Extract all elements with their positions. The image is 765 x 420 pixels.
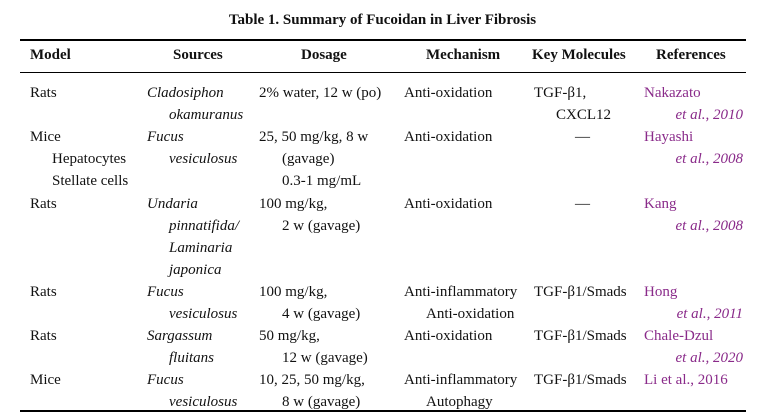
- cell-molecule: CXCL12: [556, 107, 612, 123]
- cell-model: Mice: [30, 129, 61, 145]
- cell-reference[interactable]: et al., 2011: [676, 306, 743, 322]
- header-dosage: Dosage: [301, 47, 347, 63]
- cell-molecule: TGF-β1/Smads: [534, 284, 627, 300]
- cell-reference[interactable]: et al., 2020: [675, 350, 743, 366]
- cell-source: Undaria: [147, 196, 198, 212]
- cell-source: Fucus: [147, 372, 184, 388]
- cell-model: Rats: [30, 196, 57, 212]
- cell-source: Cladosiphon: [147, 85, 224, 101]
- cell-source: vesiculosus: [169, 151, 238, 167]
- bottom-rule: [20, 410, 746, 412]
- cell-dosage: 0.3-1 mg/mL: [282, 173, 362, 189]
- cell-source: Laminaria: [169, 240, 233, 256]
- cell-dosage: 2% water, 12 w (po): [259, 85, 382, 101]
- cell-source: pinnatifida/: [169, 218, 240, 234]
- cell-mechanism: Anti-inflammatory: [404, 372, 518, 388]
- cell-source: vesiculosus: [169, 306, 238, 322]
- cell-mechanism: Anti-oxidation: [426, 306, 515, 322]
- cell-reference[interactable]: Hong: [644, 284, 678, 300]
- cell-dosage: 12 w (gavage): [282, 350, 368, 366]
- cell-dosage: 100 mg/kg,: [259, 284, 328, 300]
- cell-model: Stellate cells: [52, 173, 129, 189]
- cell-reference[interactable]: Chale-Dzul: [644, 328, 714, 344]
- cell-dosage: 10, 25, 50 mg/kg,: [259, 372, 365, 388]
- cell-dosage: 4 w (gavage): [282, 306, 361, 322]
- cell-model: Mice: [30, 372, 61, 388]
- cell-molecule: TGF-β1,: [534, 85, 587, 101]
- header-mechanism: Mechanism: [426, 47, 501, 63]
- header-rule: [20, 72, 746, 73]
- cell-dosage: 2 w (gavage): [282, 218, 361, 234]
- cell-molecule: TGF-β1/Smads: [534, 328, 627, 344]
- header-references: References: [656, 47, 726, 63]
- cell-dosage: 8 w (gavage): [282, 394, 361, 410]
- cell-dosage: (gavage): [282, 151, 335, 167]
- cell-source: fluitans: [169, 350, 215, 366]
- cell-dosage: 50 mg/kg,: [259, 328, 320, 344]
- cell-source: Fucus: [147, 129, 184, 145]
- cell-model: Rats: [30, 85, 57, 101]
- cell-molecule: —: [575, 196, 590, 212]
- cell-model: Hepatocytes: [52, 151, 127, 167]
- cell-source: okamuranus: [169, 107, 244, 123]
- cell-source: Fucus: [147, 284, 184, 300]
- cell-source: Sargassum: [147, 328, 213, 344]
- cell-reference[interactable]: et al., 2010: [675, 107, 743, 123]
- cell-molecule: —: [575, 129, 590, 145]
- cell-source: vesiculosus: [169, 394, 238, 410]
- cell-mechanism: Autophagy: [426, 394, 493, 410]
- cell-reference[interactable]: et al., 2008: [675, 151, 743, 167]
- cell-reference[interactable]: Li et al., 2016: [644, 372, 728, 388]
- header-key-molecules: Key Molecules: [532, 47, 626, 63]
- cell-reference[interactable]: Nakazato: [644, 85, 701, 101]
- cell-reference[interactable]: Hayashi: [644, 129, 694, 145]
- cell-mechanism: Anti-oxidation: [404, 196, 493, 212]
- cell-dosage: 25, 50 mg/kg, 8 w: [259, 129, 369, 145]
- cell-model: Rats: [30, 284, 57, 300]
- cell-source: japonica: [169, 262, 222, 278]
- cell-mechanism: Anti-oxidation: [404, 85, 493, 101]
- cell-reference[interactable]: Kang: [644, 196, 677, 212]
- cell-mechanism: Anti-inflammatory: [404, 284, 518, 300]
- cell-reference[interactable]: et al., 2008: [675, 218, 743, 234]
- top-rule: [20, 39, 746, 41]
- header-model: Model: [30, 47, 71, 63]
- cell-dosage: 100 mg/kg,: [259, 196, 328, 212]
- cell-molecule: TGF-β1/Smads: [534, 372, 627, 388]
- cell-mechanism: Anti-oxidation: [404, 328, 493, 344]
- cell-mechanism: Anti-oxidation: [404, 129, 493, 145]
- table-caption: Table 1. Summary of Fucoidan in Liver Fibrosis: [228, 12, 537, 28]
- header-sources: Sources: [173, 47, 223, 63]
- cell-model: Rats: [30, 328, 57, 344]
